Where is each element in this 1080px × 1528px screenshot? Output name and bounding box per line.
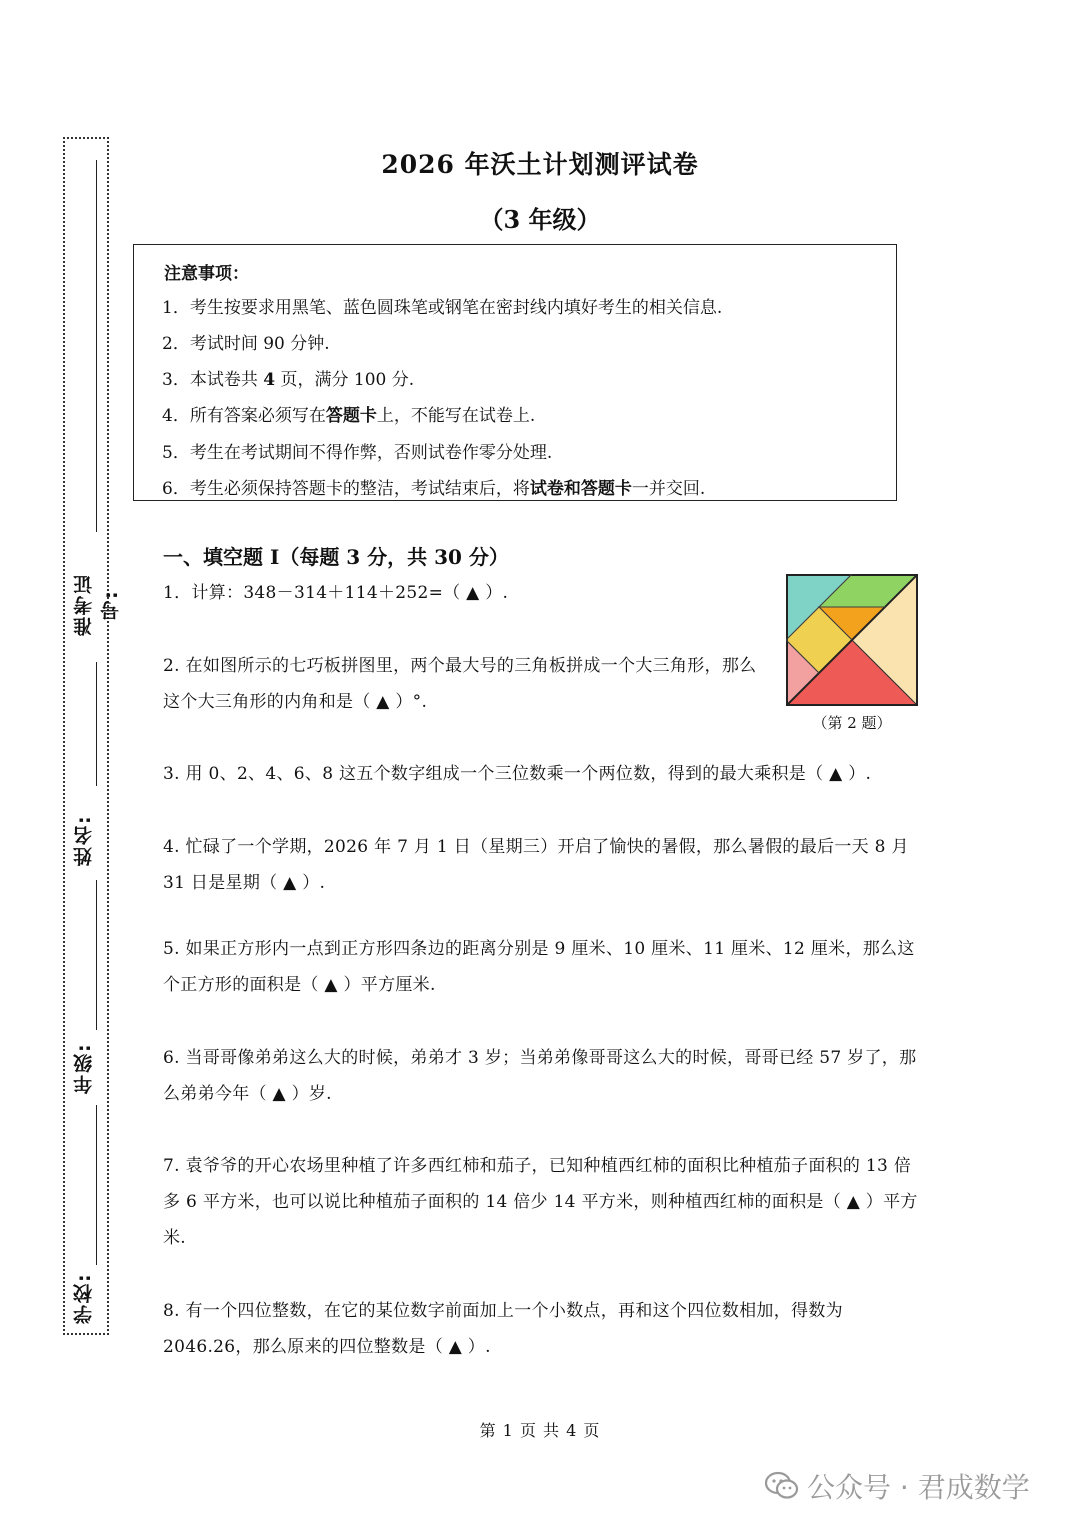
question-5: 5. 如果正方形内一点到正方形四条边的距离分别是 9 厘米、10 厘米、11 厘米、12 厘米，那么这个正方形的面积是（ ▲ ）平方厘米.: [163, 939, 915, 995]
section-heading: 一、填空题 I（每题 3 分，共 30 分）: [163, 545, 509, 569]
page-title: 2026 年沃土计划测评试卷: [381, 150, 699, 179]
watermark: [765, 1466, 1030, 1508]
page-footer: 第 1 页 共 4 页: [479, 1421, 601, 1440]
seal-line-name: [96, 662, 97, 786]
seal-line-school: [96, 1105, 97, 1265]
name-label: 姓名:: [73, 814, 95, 866]
notice-item: 2．考试时间 90 分钟.: [162, 334, 330, 354]
question-3: 3. 用 0、2、4、6、8 这五个数字组成一个三位数乘一个两位数，得到的最大乘积是（ ▲ ）.: [163, 764, 872, 784]
seal-strip: [63, 137, 122, 1335]
question-6: 6. 当哥哥像弟弟这么大的时候，弟弟才 3 岁；当弟弟像哥哥这么大的时候，哥哥已经 57 岁了，那么弟弟今年（ ▲ ）岁.: [163, 1048, 917, 1104]
question-8: 8. 有一个四位整数，在它的某位数字前面加上一个小数点，再和这个四位数相加，得数为 2046.26，那么原来的四位整数是（ ▲ ）.: [163, 1301, 843, 1357]
question-2: 2. 在如图所示的七巧板拼图里，两个最大号的三角板拼成一个大三角形，那么这个大三角形的内角和是（ ▲ ）°.: [163, 656, 757, 712]
notice-item: 5．考生在考试期间不得作弊，否则试卷作零分处理.: [162, 443, 553, 463]
wechat-icon: [765, 1471, 799, 1508]
question-4: 4. 忙碌了一个学期，2026 年 7 月 1 日（星期三）开启了愉快的暑假，那么暑假的最后一天 8 月 31 日是星期（ ▲ ）.: [163, 837, 909, 893]
notice-item: 3．本试卷共 4 页，满分 100 分.: [162, 370, 415, 390]
exam-id-label: 准考证号:: [73, 573, 122, 637]
page-subtitle: （3 年级）: [479, 205, 601, 234]
question-7: 7. 袁爷爷的开心农场里种植了许多西红柿和茄子，已知种植西红柿的面积比种植茄子面积的 13 倍多 6 平方米，也可以说比种植茄子面积的 14 倍少 14 平方米，则种植西红柿的面积是（ ▲ ）平方米.: [163, 1156, 918, 1248]
figure-caption: （第 2 题）: [812, 714, 892, 732]
watermark-text: 公众号 · 君成数学: [807, 1471, 1030, 1504]
question-1: 1．计算：348－314＋114＋252=（ ▲ ）.: [163, 583, 509, 603]
grade-label: 年级:: [73, 1042, 95, 1094]
tangram-figure: [786, 574, 918, 706]
seal-line-grade: [96, 880, 97, 1030]
notice-item: 4．所有答案必须写在答题卡上，不能写在试卷上.: [162, 406, 536, 426]
notice-item: 6．考生必须保持答题卡的整洁，考试结束后，将试卷和答题卡一并交回.: [162, 479, 706, 499]
notice-item: 1．考生按要求用黑笔、蓝色圆珠笔或钢笔在密封线内填好考生的相关信息.: [162, 298, 723, 318]
notice-heading: 注意事项：: [164, 264, 249, 284]
notice-box: [133, 244, 897, 501]
school-label: 学校:: [73, 1272, 95, 1324]
